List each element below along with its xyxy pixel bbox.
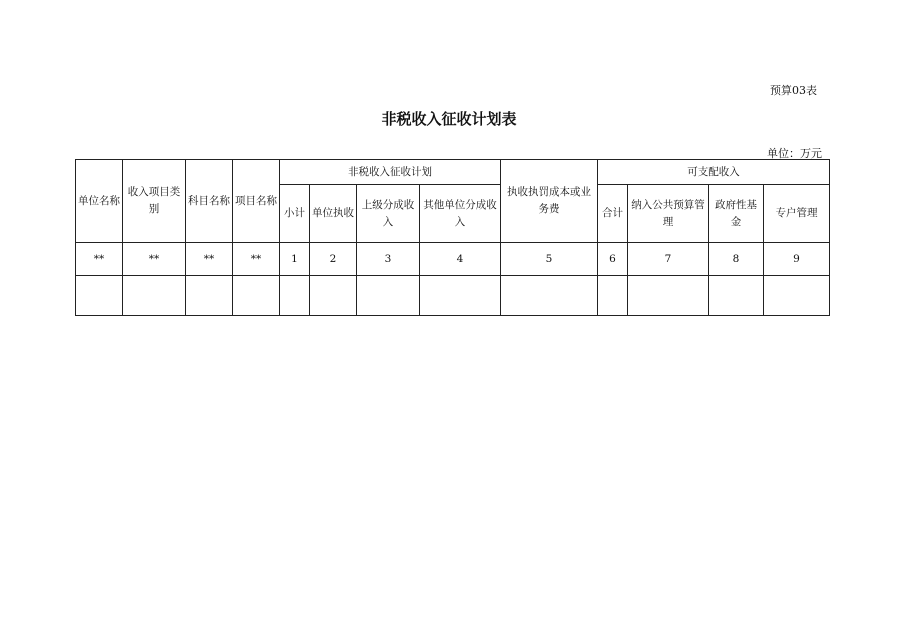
- header-subtotal: 小计: [280, 185, 310, 243]
- code-cell: 6: [598, 243, 628, 276]
- data-cell: [357, 276, 420, 316]
- data-cell: [280, 276, 310, 316]
- data-cell: [420, 276, 501, 316]
- header-group-disposable-income: 可支配收入: [598, 160, 830, 185]
- header-row-1: [76, 160, 830, 185]
- code-cell: 4: [420, 243, 501, 276]
- code-cell: 2: [310, 243, 357, 276]
- code-cell: 7: [628, 243, 709, 276]
- code-cell: 3: [357, 243, 420, 276]
- code-cell: **: [76, 243, 123, 276]
- header-superior-share: 上级分成收入: [357, 185, 420, 243]
- form-code: 预算03表: [770, 84, 817, 97]
- code-cell: **: [123, 243, 186, 276]
- data-cell: [628, 276, 709, 316]
- code-row: [76, 243, 830, 276]
- header-unit-name: 单位名称: [76, 160, 123, 243]
- data-cell: [709, 276, 764, 316]
- data-cell: [598, 276, 628, 316]
- code-cell: **: [233, 243, 280, 276]
- data-cell: [123, 276, 186, 316]
- data-cell: [764, 276, 830, 316]
- empty-data-row: [76, 276, 830, 316]
- collection-plan-table: [75, 159, 830, 316]
- data-cell: [310, 276, 357, 316]
- header-project-name: 项目名称: [233, 160, 280, 243]
- data-cell: [501, 276, 598, 316]
- unit-label: 单位：万元: [767, 147, 822, 160]
- code-cell: 1: [280, 243, 310, 276]
- header-group-collection-plan: 非税收入征收计划: [280, 160, 501, 185]
- data-cell: [76, 276, 123, 316]
- header-unit-enforcement: 单位执收: [310, 185, 357, 243]
- code-cell: 9: [764, 243, 830, 276]
- data-cell: [186, 276, 233, 316]
- header-public-budget: 纳入公共预算管理: [628, 185, 709, 243]
- data-cell: [233, 276, 280, 316]
- header-enforcement-cost: 执收执罚成本或业务费: [501, 160, 598, 243]
- code-cell: 8: [709, 243, 764, 276]
- header-other-unit-share: 其他单位分成收入: [420, 185, 501, 243]
- header-special-account: 专户管理: [764, 185, 830, 243]
- header-government-fund: 政府性基金: [709, 185, 764, 243]
- code-cell: **: [186, 243, 233, 276]
- header-income-item-category: 收入项目类别: [123, 160, 186, 243]
- header-subject-name: 科目名称: [186, 160, 233, 243]
- page-title: 非税收入征收计划表: [381, 110, 517, 128]
- code-cell: 5: [501, 243, 598, 276]
- header-total: 合计: [598, 185, 628, 243]
